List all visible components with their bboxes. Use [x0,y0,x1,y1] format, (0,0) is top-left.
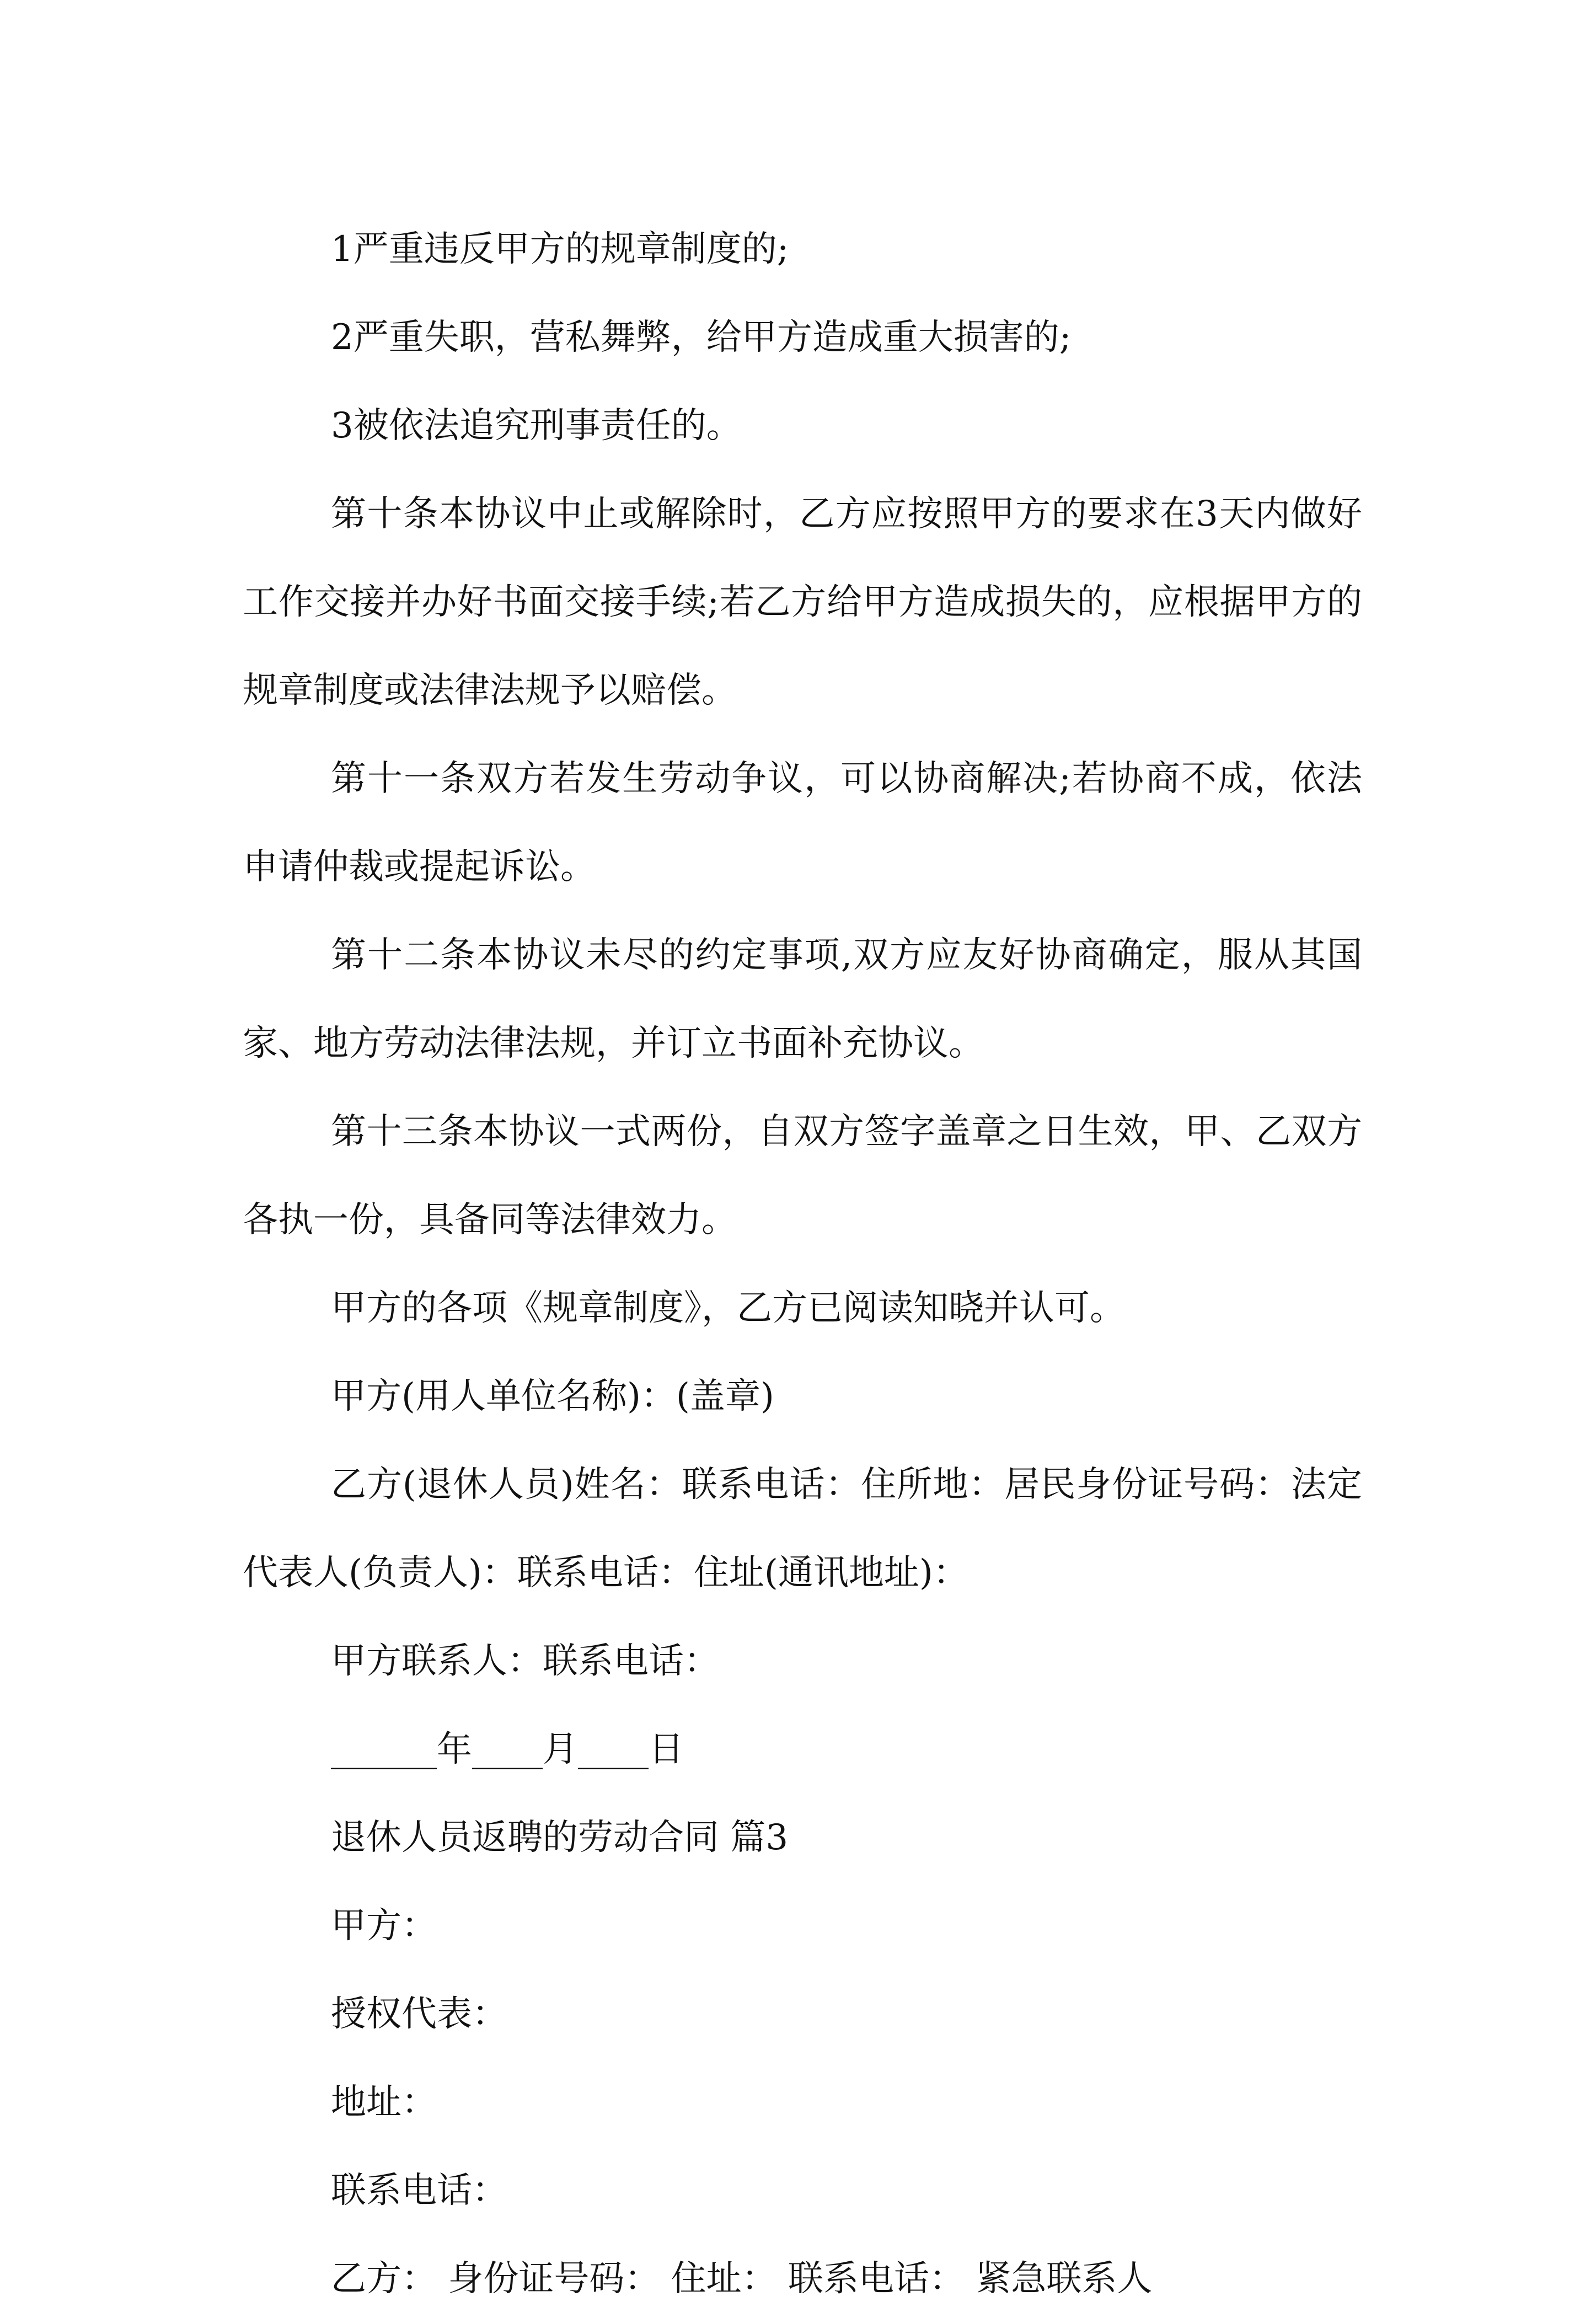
address-field: 地址： [331,2082,437,2123]
article-13: 第十三条本协议一式两份，自双方签字盖章之日生效，甲、乙双方各执一份，具备同等法律效力。 [243,1111,1362,1240]
rules-acknowledgement: 甲方的各项《规章制度》，乙方已阅读知晓并认可。 [331,1288,1125,1329]
party-a-contact-line: 甲方联系人：联系电话： [331,1641,719,1682]
party-b-info-line: 乙方(退休人员)姓名：联系电话：住所地：居民身份证号码：法定代表人(负责人)：联系电话：住址(通讯地址)： [243,1464,1362,1593]
party-a-field: 甲方： [331,1905,437,1946]
section-title: 退休人员返聘的劳动合同 篇3 [331,1817,789,1858]
date-line: ______年____月____日 [331,1729,684,1770]
clause-item-1: 1严重违反甲方的规章制度的; [331,229,789,270]
party-a-name-line: 甲方(用人单位名称)：(盖章) [331,1376,774,1417]
article-12: 第十二条本协议未尽的约定事项,双方应友好协商确定，服从其国家、地方劳动法律法规，并订立书面补充协议。 [243,935,1362,1064]
party-b-fields-line: 乙方： 身份证号码： 住址： 联系电话： 紧急联系人 [331,2258,1153,2299]
authorized-representative-field: 授权代表： [331,1994,507,2035]
article-11: 第十一条双方若发生劳动争议，可以协商解决;若协商不成，依法申请仲裁或提起诉讼。 [243,758,1362,887]
article-10: 第十条本协议中止或解除时，乙方应按照甲方的要求在3天内做好工作交接并办好书面交接手续;若乙方给甲方造成损失的，应根据甲方的规章制度或法律法规予以赔偿。 [243,494,1362,711]
phone-field: 联系电话： [331,2170,507,2211]
clause-item-2: 2严重失职，营私舞弊，给甲方造成重大损害的; [331,317,1072,358]
document-body [243,205,1362,2323]
clause-item-3: 3被依法追究刑事责任的。 [331,405,742,446]
